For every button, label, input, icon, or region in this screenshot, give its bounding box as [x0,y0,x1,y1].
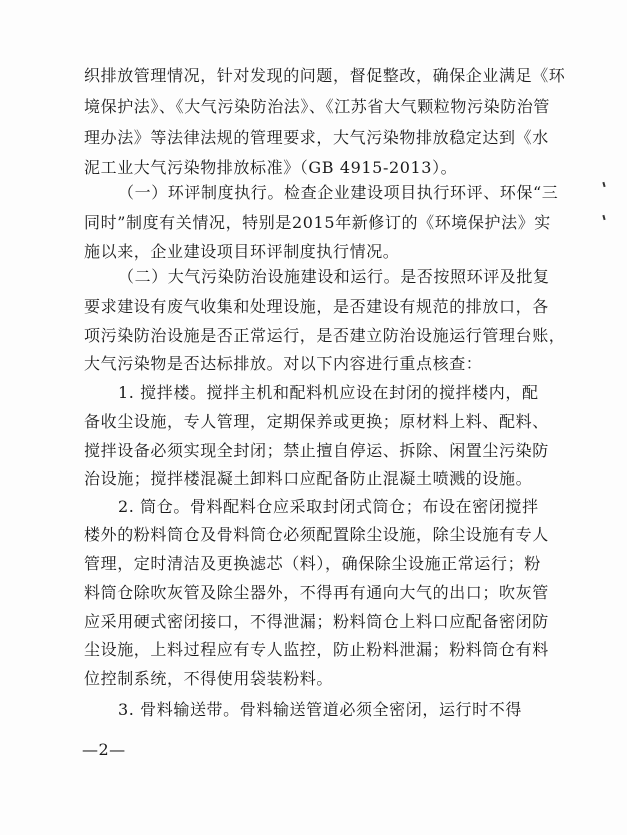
page-number: —2— [82,740,126,759]
text-line: 项污染防治设施是否正常运行，是否建立防治设施运行管理台账， [84,326,566,345]
text-line: 境保护法》、《大气污染防治法》、《江苏省大气颗粒物污染防治管 [84,97,551,116]
text-line: 位控制系统，不得使用袋装粉料。 [84,669,334,688]
text-line: 尘设施，上料过程应有专人监控，防止粉料泄漏；粉料筒仓有料 [84,640,549,659]
text-line: 备收尘设施，专人管理，定期保养或更换；原材料上料、配料、 [84,412,549,431]
text-line: 大气污染物是否达标排放。对以下内容进行重点核查： [84,354,483,373]
text-line: 织排放管理情况，针对发现的问题，督促整改，确保企业满足《环 [84,66,566,85]
list-item-2: 2. 筒仓。骨料配料仓应采取封闭式筒仓；布设在密闭搅拌 [118,497,539,516]
text-line: 施以来，企业建设项目环评制度执行情况。 [84,242,400,261]
text-line: 搅拌设备必须实现全封闭；禁止擅自停运、拆除、闲置尘污染防 [84,441,549,460]
text-line: 管理，定时清洁及更换滤芯（料），确保除尘设施正常运行；粉 [84,554,541,573]
paragraph-heading-2: （二）大气污染防治设施建设和运行。是否按照环评及批复 [118,267,550,286]
text-line: 泥工业大气污染物排放标准》（GB 4915-2013）。 [84,158,458,177]
text-line: 理办法》等法律法规的管理要求，大气污染物排放稳定达到《水 [84,128,549,147]
text-line: 料筒仓除吹灰管及除尘器外，不得再有通向大气的出口；吹灰管 [84,583,549,602]
text-line: 治设施；搅拌楼混凝土卸料口应配备防止混凝土喷溅的设施。 [84,469,533,488]
text-line: 要求建设有废气收集和处理设施，是否建设有规范的排放口，各 [84,297,549,316]
text-line: 同时”制度有关情况，特别是2015年新修订的《环境保护法》实 [84,213,551,232]
paragraph-heading-1: （一）环评制度执行。检查企业建设项目执行环评、环保“三 [118,183,559,202]
text-line: 应采用硬式密闭接口，不得泄漏；粉料筒仓上料口应配备密闭防 [84,612,549,631]
list-item-3: 3. 骨料输送带。骨料输送管道必须全密闭，运行时不得 [118,700,522,719]
scan-speck [602,182,605,187]
list-item-1: 1. 搅拌楼。搅拌主机和配料机应设在封闭的搅拌楼内，配 [118,383,539,402]
scan-speck [602,215,605,220]
text-line: 楼外的粉料筒仓及骨料筒仓必须配置除尘设施，除尘设施有专人 [84,525,549,544]
